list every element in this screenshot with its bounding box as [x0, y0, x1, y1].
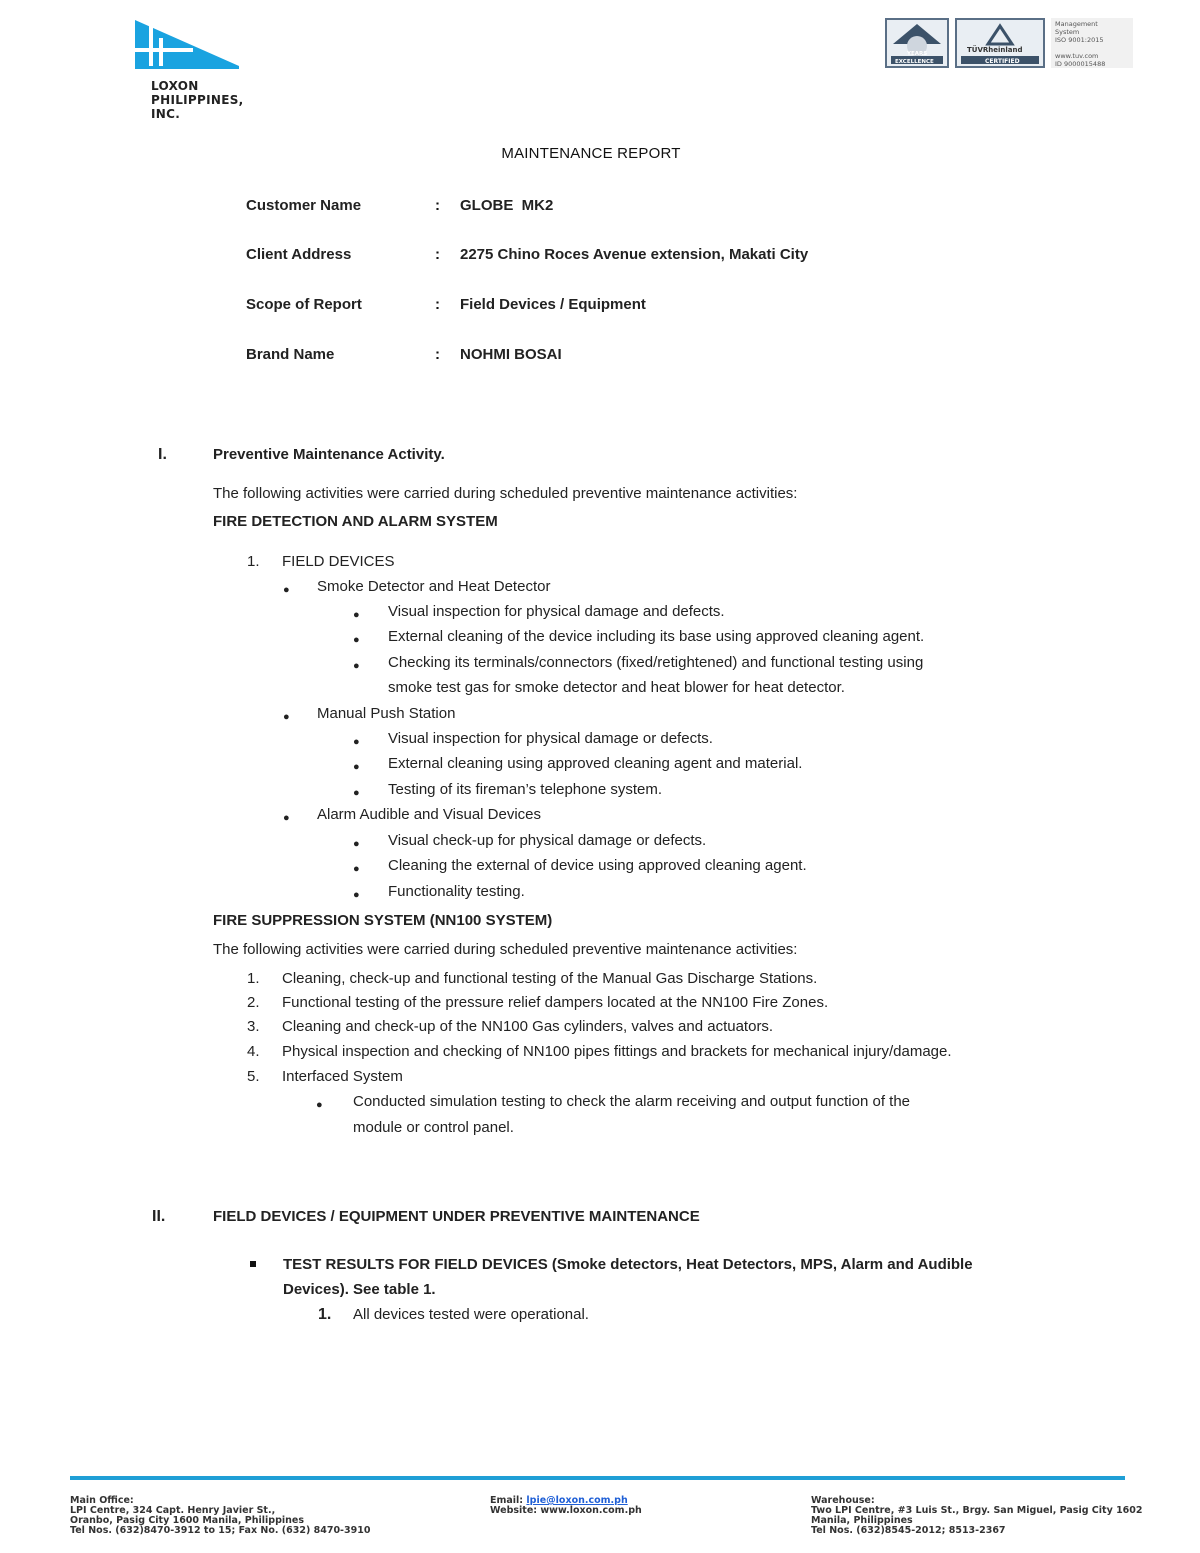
group-item: Cleaning the external of device using approved cleaning agent. [388, 857, 807, 874]
group-item: External cleaning of the device including its base using approved cleaning agent. [388, 628, 925, 645]
info-colon: : [435, 246, 440, 263]
footer-line: Tel Nos. (632)8545-2012; 8513-2367 [811, 1525, 1006, 1536]
list-sub-item-continued: module or control panel. [353, 1119, 514, 1136]
badge-text: TÜVRheinland [967, 46, 1023, 54]
bullet-icon: ● [283, 584, 290, 596]
test-result: All devices tested were operational. [353, 1306, 589, 1323]
customer-name-value: GLOBE MK2 [460, 197, 554, 214]
bullet-icon: ● [353, 761, 360, 773]
group-item: External cleaning using approved cleaning agent and material. [388, 755, 803, 772]
website-text: Website: www.loxon.com.ph [490, 1505, 642, 1516]
email-label: Email: [490, 1495, 527, 1506]
group-item: Visual inspection for physical damage or defects. [388, 730, 713, 747]
list-number: 2. [247, 994, 260, 1011]
email-link[interactable]: lpie@loxon.com.ph [526, 1495, 628, 1506]
company-name-line: INC. [151, 107, 181, 121]
footer-line: Two LPI Centre, #3 Luis St., Brgy. San Miguel, Pasig City 1602 [811, 1505, 1143, 1516]
section-heading: FIELD DEVICES / EQUIPMENT UNDER PREVENTIVE MAINTENANCE [213, 1208, 700, 1225]
section-number: I. [158, 446, 167, 463]
badge-text: CERTIFIED [985, 58, 1020, 65]
test-results-line: TEST RESULTS FOR FIELD DEVICES (Smoke detectors, Heat Detectors, MPS, Alarm and Audible [283, 1256, 973, 1273]
group-title: Smoke Detector and Heat Detector [317, 578, 551, 595]
bullet-icon: ● [316, 1099, 323, 1111]
bullet-icon: ● [353, 863, 360, 875]
years-excellence-badge [885, 18, 949, 68]
company-name [151, 79, 244, 121]
company-logo [133, 18, 243, 73]
section-intro: The following activities were carried during scheduled preventive maintenance activities: [213, 485, 798, 502]
system-heading: FIRE DETECTION AND ALARM SYSTEM [213, 513, 498, 530]
system-heading: FIRE SUPPRESSION SYSTEM (NN100 SYSTEM) [213, 912, 553, 929]
bullet-icon: ● [353, 838, 360, 850]
list-number: 1. [247, 970, 260, 987]
footer-line: Manila, Philippines [811, 1515, 913, 1526]
bullet-icon: ● [353, 889, 360, 901]
footer-contact [490, 1496, 642, 1516]
company-name-line: PHILIPPINES, [151, 93, 244, 107]
list-item: Functional testing of the pressure relief dampers located at the NN100 Fire Zones. [282, 994, 829, 1011]
bullet-icon: ● [353, 660, 360, 672]
section-heading: Preventive Maintenance Activity. [213, 446, 445, 463]
info-colon: : [435, 346, 440, 363]
bullet-icon: ● [283, 711, 290, 723]
group-item: Testing of its fireman’s telephone system. [388, 781, 663, 798]
cert-line: ID 9000015488 [1055, 60, 1106, 68]
list-number: 1. [247, 553, 260, 570]
scope-label: Scope of Report [246, 296, 362, 313]
badge-text: YEARS [907, 51, 928, 57]
footer-warehouse [811, 1496, 1143, 1536]
cert-line: ISO 9001:2015 [1055, 36, 1104, 44]
section-intro: The following activities were carried during scheduled preventive maintenance activities: [213, 941, 798, 958]
bullet-icon: ● [353, 736, 360, 748]
loxon-logo-icon [133, 18, 243, 73]
bullet-icon: ● [353, 609, 360, 621]
footer-line: Oranbo, Pasig City 1600 Manila, Philippines [70, 1515, 305, 1526]
info-colon: : [435, 197, 440, 214]
info-colon: : [435, 296, 440, 313]
footer-line: Main Office: [70, 1495, 134, 1506]
scope-value: Field Devices / Equipment [460, 296, 646, 313]
list-number: 4. [247, 1043, 260, 1060]
group-item: Visual check-up for physical damage or defects. [388, 832, 707, 849]
list-title: FIELD DEVICES [282, 553, 395, 570]
client-address-label: Client Address [246, 246, 352, 263]
list-item: Cleaning and check-up of the NN100 Gas cylinders, valves and actuators. [282, 1018, 774, 1035]
cert-line: System [1055, 28, 1080, 36]
footer-line: Tel Nos. (632)8470-3912 to 15; Fax No. (632) 8470-3910 [70, 1525, 371, 1536]
report-title: MAINTENANCE REPORT [501, 145, 681, 162]
bullet-icon: ● [283, 812, 290, 824]
square-bullet-icon [250, 1261, 256, 1267]
cert-line: Management [1055, 20, 1098, 28]
brand-name-label: Brand Name [246, 346, 335, 363]
list-number: 3. [247, 1018, 260, 1035]
list-item: Interfaced System [282, 1068, 403, 1085]
list-number: 1. [318, 1306, 332, 1323]
customer-name-label: Customer Name [246, 197, 362, 214]
group-item: Visual inspection for physical damage and defects. [388, 603, 725, 620]
brand-name-value: NOHMI BOSAI [460, 346, 562, 363]
list-sub-item: Conducted simulation testing to check the alarm receiving and output function of the [353, 1093, 910, 1110]
group-item-continued: smoke test gas for smoke detector and heat blower for heat detector. [388, 679, 845, 696]
tuv-certified-badge [955, 18, 1045, 68]
badge-text: EXCELLENCE [895, 59, 934, 65]
list-number: 5. [247, 1068, 260, 1085]
list-item: Physical inspection and checking of NN100 pipes fittings and brackets for mechanical injury/damage. [282, 1043, 952, 1060]
group-item: Functionality testing. [388, 883, 525, 900]
cert-line: www.tuv.com [1055, 52, 1099, 60]
footer-divider [70, 1476, 1125, 1480]
footer-main-office [70, 1496, 370, 1536]
section-number: II. [152, 1208, 166, 1225]
iso-certification-text [1051, 18, 1133, 68]
bullet-icon: ● [353, 634, 360, 646]
footer-line: LPI Centre, 324 Capt. Henry Javier St., [70, 1505, 276, 1516]
client-address-value: 2275 Chino Roces Avenue extension, Makati City [460, 246, 809, 263]
list-item: Cleaning, check-up and functional testing of the Manual Gas Discharge Stations. [282, 970, 818, 987]
bullet-icon: ● [353, 787, 360, 799]
group-title: Manual Push Station [317, 705, 456, 722]
certification-badges [885, 18, 1133, 68]
company-name-line: LOXON [151, 79, 199, 93]
group-item: Checking its terminals/connectors (fixed/retightened) and functional testing using [388, 654, 924, 671]
footer-line: Warehouse: [811, 1495, 875, 1506]
test-results-line: Devices). See table 1. [283, 1281, 436, 1298]
group-title: Alarm Audible and Visual Devices [317, 806, 542, 823]
